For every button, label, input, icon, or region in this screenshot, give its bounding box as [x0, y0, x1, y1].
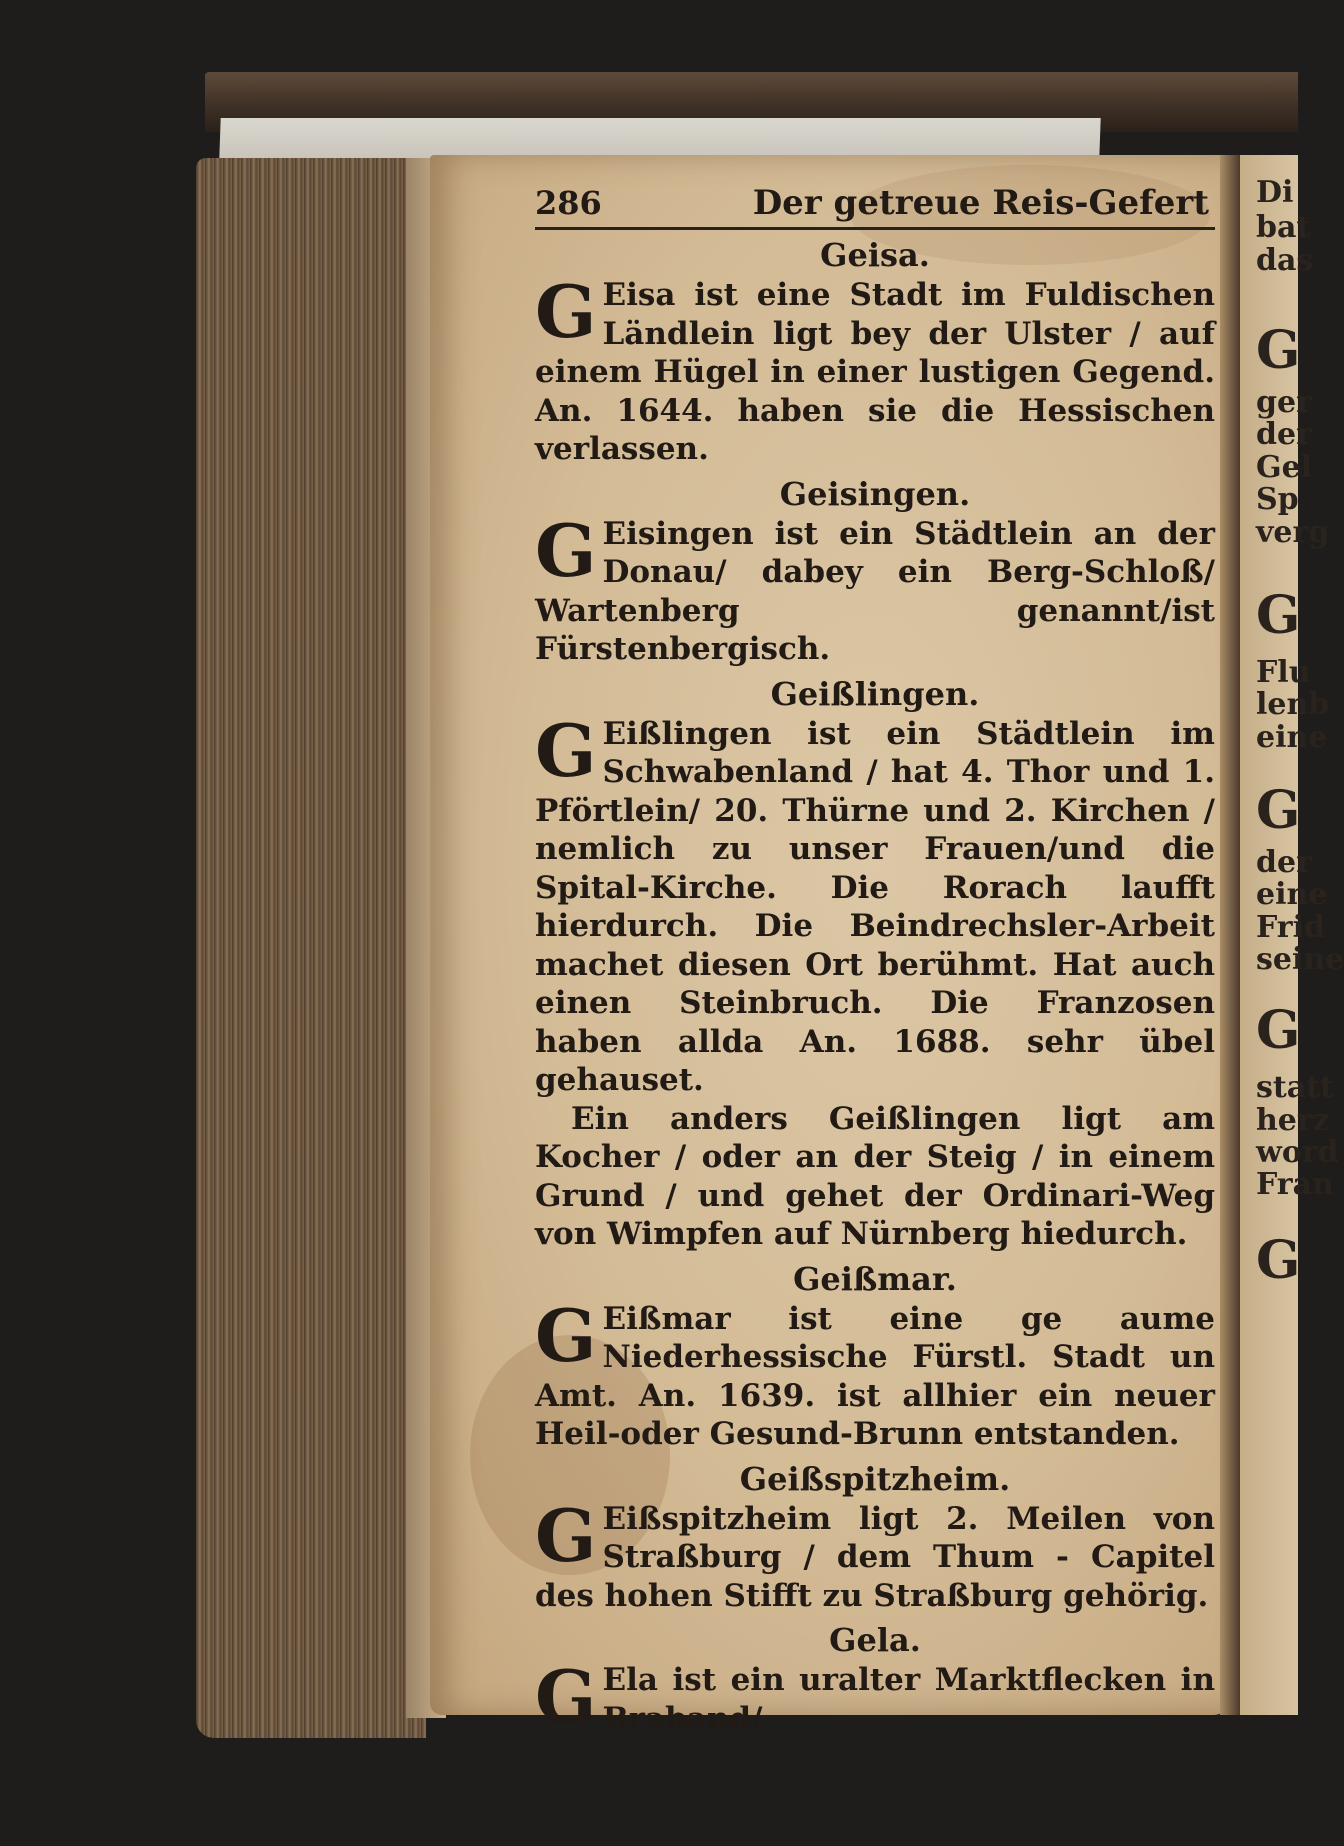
entry-body — [535, 1492, 1215, 1616]
facing-page-fragment: Fran — [1256, 1167, 1334, 1202]
entry-body — [535, 269, 1215, 469]
running-header — [535, 183, 1215, 230]
entry-text: Ein anders Geißlingen ligt am Kocher / oder an der Steig / in einem Grund / und gehet der Ordinari-Weg von Wimpfen auf Nürnberg hiedurch. — [535, 1100, 1215, 1252]
drop-cap: G — [535, 1492, 597, 1578]
facing-page-fragment: Gel — [1256, 450, 1313, 485]
page-number: 286 — [535, 184, 602, 222]
drop-cap: G — [535, 1654, 597, 1739]
entry-text: Eißmar ist eine ge aume Niederhessische Fürstl. Stadt un Amt. An. 1639. ist allhier ein neuer Heil-oder Gesund-Brunn entstanden. — [535, 1300, 1215, 1452]
drop-cap: G — [535, 507, 597, 593]
facing-page-fragment: bat — [1256, 210, 1311, 245]
entry-title: Geißlingen. — [770, 674, 980, 713]
facing-page-fragment: G — [1256, 780, 1301, 841]
facing-page-fragment: ger — [1256, 385, 1312, 420]
facing-page-fragment: Frid — [1256, 910, 1325, 945]
entry-title: Gela. — [829, 1621, 921, 1659]
entry-text: Ela ist ein uralter Marktflecken in Braband/ — [602, 1662, 1215, 1737]
entry-text: Eisingen ist ein Städtlein an der Donau/ dabey ein Berg-Schloß/ Wartenberg genannt/ist Fürstenbergisch. — [535, 515, 1215, 667]
facing-page-fragment: eine — [1256, 877, 1328, 912]
facing-page-fragment: G — [1256, 320, 1301, 381]
page-top-edge — [219, 118, 1100, 158]
entry-body — [535, 707, 1215, 1100]
drop-cap: G — [535, 707, 597, 793]
facing-page-fragment: verg — [1256, 515, 1330, 550]
entry-body — [535, 1654, 1215, 1739]
facing-page-fragment: Flu — [1256, 655, 1311, 690]
page-stack — [196, 158, 426, 1738]
facing-page-fragment: word — [1256, 1135, 1339, 1170]
facing-page-fragment: der — [1256, 417, 1312, 452]
facing-page-fragment: eine — [1256, 720, 1328, 755]
facing-page-fragment: lenb — [1256, 687, 1330, 722]
drop-cap: G — [535, 1292, 597, 1378]
facing-page-fragment: herz — [1256, 1103, 1330, 1138]
facing-page-fragment: G — [1256, 1230, 1301, 1291]
facing-page-fragment: G — [1256, 585, 1301, 646]
entry-title: Geißspitzheim. — [739, 1459, 1011, 1498]
entry-title: Geißmar. — [793, 1259, 957, 1298]
facing-page — [1240, 155, 1344, 1715]
drop-cap: G — [535, 269, 597, 354]
entry-body — [535, 1292, 1215, 1454]
entry-title: Geisingen. — [779, 474, 971, 513]
entry-body — [535, 1100, 1215, 1254]
entries — [535, 236, 1215, 1738]
facing-page-fragment: der — [1256, 845, 1312, 880]
entry-body — [535, 507, 1215, 669]
book-gutter — [1220, 155, 1240, 1715]
entry-text: Eißlingen ist ein Städtlein im Schwabenland / hat 4. Thor und 1. Pförtlein/ 20. Thürne und 2. Kirchen / nemlich zu unser Frauen/und die Spital-Kirche. Die Rorach laufft hierdurch. Die Beindrechsler-Arbeit machet diesen Ort berühmt. Hat auch einen Steinbruch. Die Franzosen haben allda An. 1688. sehr übel gehauset. — [535, 715, 1215, 1098]
facing-page-fragment: seine — [1256, 942, 1344, 977]
facing-page-fragment: G — [1256, 1000, 1301, 1061]
running-title: Der getreue Reis-Gefert — [752, 183, 1209, 223]
facing-page-fragment: Di — [1256, 175, 1294, 210]
facing-page-fragment: Sp — [1256, 482, 1299, 517]
facing-page-fragment: das — [1256, 243, 1314, 278]
entry-title: Geisa. — [820, 236, 930, 274]
page-text — [535, 183, 1215, 1738]
entry-text: Eisa ist eine Stadt im Fuldischen Ländlein ligt bey der Ulster / auf einem Hügel in einer lustigen Gegend. An. 1644. haben sie die Hessischen verlassen. — [535, 277, 1215, 467]
entry-text: Eißspitzheim ligt 2. Meilen von Straßburg / dem Thum - Capitel des hohen Stifft zu Straßburg gehörig. — [535, 1500, 1215, 1614]
facing-page-fragment: statt — [1256, 1070, 1334, 1105]
